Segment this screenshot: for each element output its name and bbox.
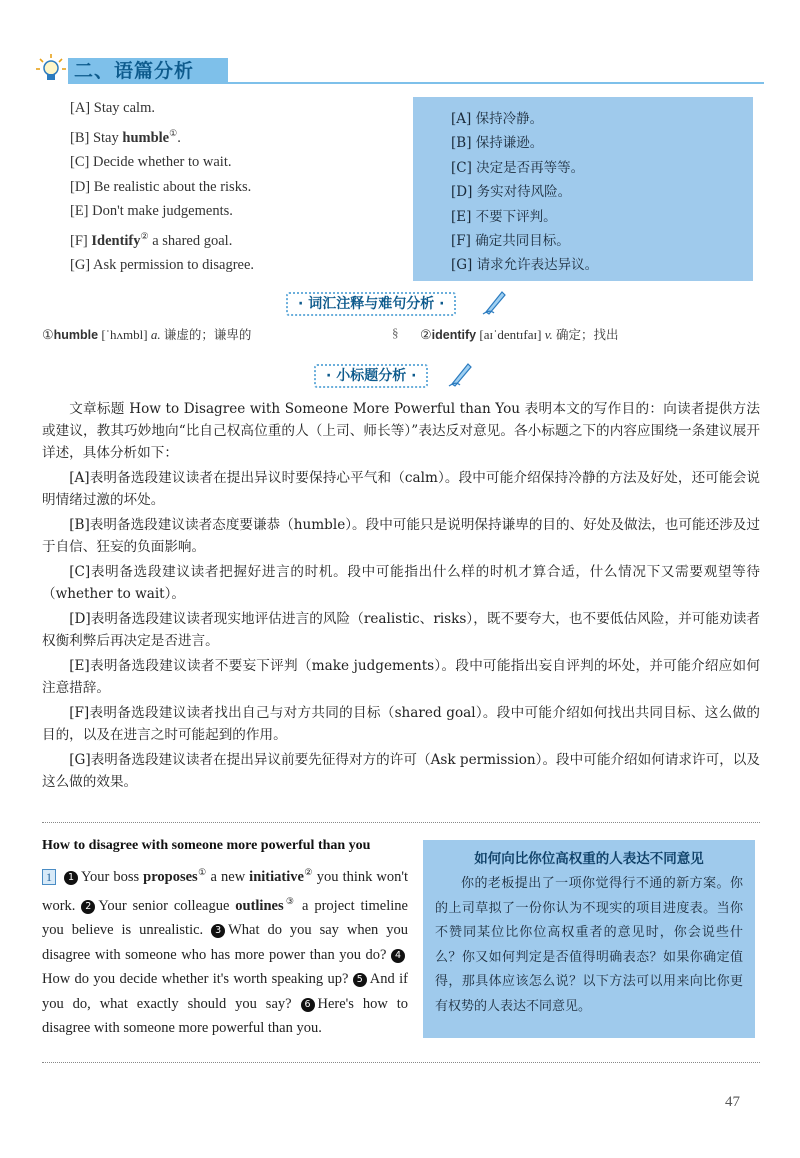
analysis-text (42, 398, 760, 796)
option-a: [A] Stay calm. (70, 100, 155, 116)
passage-title: How to disagree with someone more powerful than you (42, 838, 371, 853)
analysis-paragraph: [C]表明备选段建议读者把握好进言的时机。段中可能指出什么样的时机才算合适，什么情况下又需要观望等待（whether to wait）。 (42, 564, 760, 602)
option-e: [E] Don't make judgements. (70, 203, 233, 220)
option-c: [C] Decide whether to wait. (70, 154, 232, 171)
pen-icon (480, 288, 508, 316)
options-list (70, 96, 390, 278)
option-cn-g: [G] 请求允许表达异议。 (451, 257, 599, 274)
options-translation-box (413, 97, 753, 281)
option-cn-c: [C] 决定是否再等等。 (451, 159, 585, 176)
passage-paragraph: 1 1 Your boss proposes① a new initiative② you think won't work. 2 Your senior colleague outlines③ a project timeline you believe is unrealistic. 3 What do you say when you disagree with someone who has more power than you do? 4How do you decide whether it's worth speaking up? 5 And if you do, what exactly should you say? 6 Here's how to disagree with someone more powerful than you. (42, 867, 408, 1037)
subtitle-analysis-title: · 小标题分析 · (314, 364, 428, 388)
option-f: [F] Identify② a shared goal. (70, 230, 233, 249)
sentence-marker: 3 (211, 924, 225, 938)
analysis-paragraph: [D]表明备选段建议读者现实地评估进言的风险（realistic、risks），既不要夸大，也不要低估风险，并可能劝读者权衡利弊后再决定是否进言。 (42, 611, 760, 649)
option-cn-f: [F] 确定共同目标。 (451, 233, 570, 250)
divider-bottom (42, 1062, 760, 1063)
option-cn-e: [E] 不要下评判。 (451, 208, 557, 225)
analysis-paragraph: [E]表明备选段建议读者不要妄下评判（make judgements）。段中可能指出妄自评判的坏处，并可能介绍应如何注意措辞。 (42, 658, 760, 696)
translation-body: 你的老板提出了一项你觉得行不通的新方案。你的上司草拟了一份你认为不现实的项目进度表。当你不赞同某位比你位高权重者的意见时，你会说些什么？你又如何判定是否值得明确表态？如果你确定值得，那具体应该怎么说？以下方法可以用来向比你更有权势的人表达不同意见。 (435, 876, 743, 1014)
option-cn-b: [B] 保持谦逊。 (451, 135, 544, 152)
analysis-paragraph: 文章标题 How to Disagree with Someone More Powerful than You 表明本文的写作目的：向读者提供方法或建议，教其巧妙地向“比自己权高位重的人（上司、师长等）”表达反对意见。各小标题之下的内容应围绕一条建议展开详述，具体分析如下： (42, 401, 760, 461)
analysis-paragraph: [A]表明备选段建议读者在提出异议时要保持心平气和（calm）。段中可能介绍保持冷静的方法及好处，还可能会说明情绪过激的坏处。 (42, 470, 760, 508)
analysis-paragraph: [B]表明备选段建议读者态度要谦恭（humble）。段中可能只是说明保持谦卑的目的、好处及做法，也可能还涉及过于自信、狂妄的负面影响。 (42, 517, 760, 555)
option-g: [G] Ask permission to disagree. (70, 257, 255, 274)
option-cn-d: [D] 务实对待风险。 (451, 184, 572, 201)
sentence-marker: 1 (64, 871, 78, 885)
analysis-paragraph: [G]表明备选段建议读者在提出异议前要先征得对方的许可（Ask permission）。段中可能介绍如何请求许可，以及这么做的效果。 (42, 752, 760, 790)
lightbulb-icon (34, 52, 68, 86)
sentence-marker: 4 (391, 949, 405, 963)
divider-top (42, 822, 760, 823)
vocab-item-humble: ①humble [ˈhʌmbl] a. 谦虚的；谦卑的 (42, 327, 252, 342)
analysis-paragraph: [F]表明备选段建议读者找出自己与对方共同的目标（shared goal）。段中可能介绍如何找出共同目标、这么做的目的，以及在进言之时可能起到的作用。 (42, 705, 760, 743)
option-cn-a: [A] 保持冷静。 (451, 111, 544, 127)
sentence-marker: 6 (301, 998, 315, 1012)
section-header (34, 52, 764, 86)
section-title: 二、语篇分析 (74, 60, 195, 82)
page-number: 47 (725, 1094, 740, 1110)
pen-icon (446, 360, 474, 388)
option-b: [B] Stay humble①. (70, 127, 181, 146)
paragraph-number: 1 (42, 869, 56, 885)
translation-title: 如何向比你位高权重的人表达不同意见 (474, 851, 704, 867)
sentence-marker: 5 (353, 973, 367, 987)
vocab-subtitle: · 词汇注释与难句分析 · (286, 292, 456, 316)
translation-box (423, 840, 755, 1038)
vocab-item-identify: ②identify [aɪˈdentɪfaɪ] v. 确定；找出 (420, 327, 619, 342)
sentence-marker: 2 (81, 900, 95, 914)
vocab-separator: § (392, 325, 399, 340)
option-d: [D] Be realistic about the risks. (70, 178, 252, 195)
